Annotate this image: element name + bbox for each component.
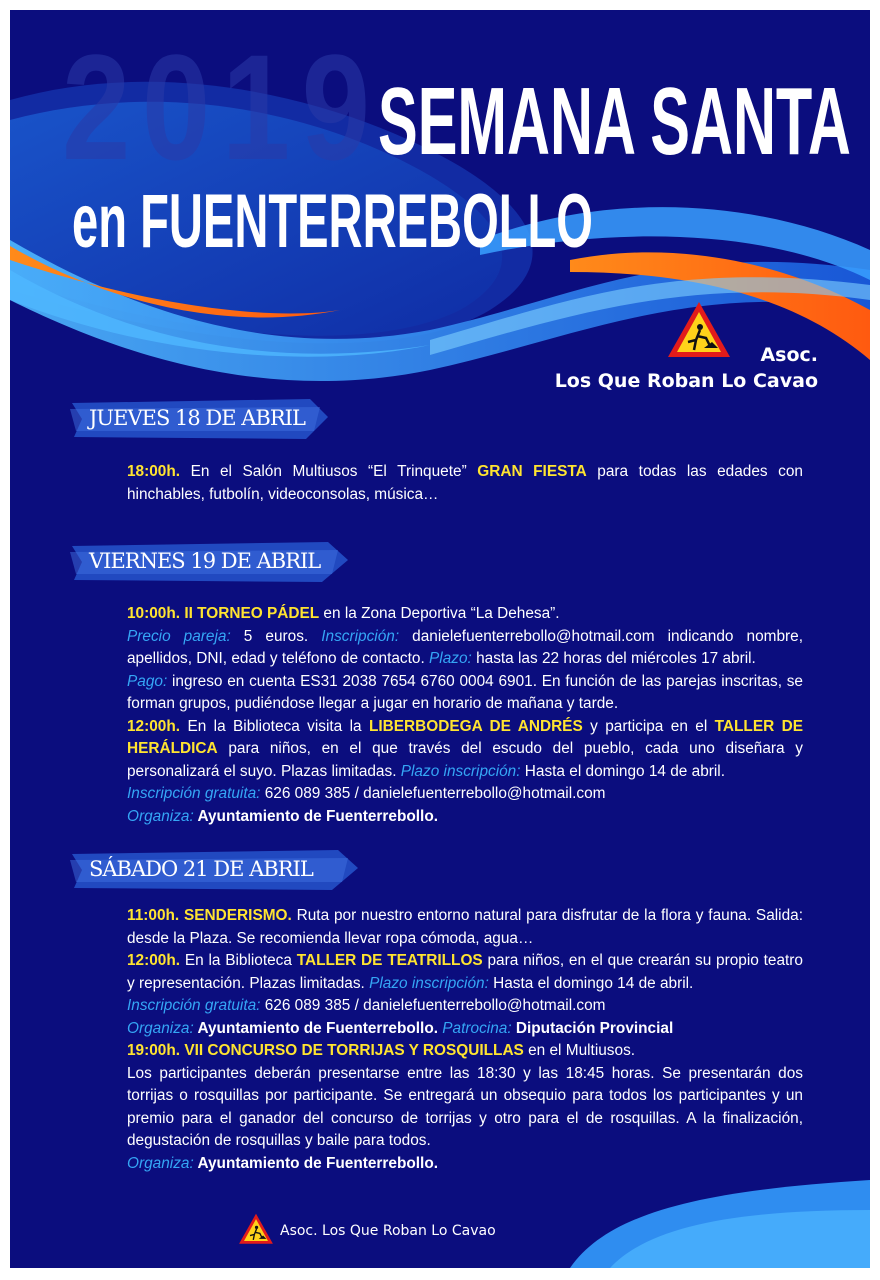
day-label: SÁBADO 21 DE ABRIL bbox=[89, 857, 313, 881]
event-paragraph bbox=[127, 905, 803, 950]
field-label: Organiza: bbox=[127, 1154, 194, 1172]
event-paragraph bbox=[127, 1018, 803, 1041]
poster bbox=[10, 10, 870, 1268]
event-paragraph bbox=[127, 950, 803, 995]
field-label: Patrocina: bbox=[442, 1019, 512, 1037]
event-text: en el Multiusos. bbox=[523, 1042, 636, 1059]
field-label: Inscripción: bbox=[321, 627, 400, 645]
event-paragraph bbox=[127, 1063, 803, 1153]
asoc-label: Asoc. bbox=[760, 344, 818, 366]
field-label: Inscripción gratuita: bbox=[127, 997, 261, 1014]
field-label: Organiza: bbox=[127, 1019, 194, 1037]
event-time: 12:00h. bbox=[127, 717, 181, 735]
warning-sign-icon bbox=[666, 300, 732, 360]
sabado-events bbox=[127, 905, 803, 1175]
event-text: Los participantes deberán presentarse entre las 18:30 y las 18:45 horas. Se presentarán dos torrijas o rosquillas por participante. Se entregará un obsequio para todos los participantes y un premio para el ganador del concurso de torrijas y otro para el de rosquillas. A la finalización, degustación de rosquillas y baile para todos. bbox=[127, 1064, 803, 1149]
event-paragraph bbox=[127, 1040, 803, 1063]
field-value: 626 089 385 / danielefuenterrebollo@hotmail.com bbox=[260, 785, 606, 802]
event-text: En la Biblioteca visita la bbox=[180, 717, 369, 735]
warning-sign-icon bbox=[238, 1212, 274, 1246]
field-value: 5 euros. bbox=[230, 627, 322, 645]
event-paragraph bbox=[127, 671, 803, 716]
event-text: En la Biblioteca bbox=[180, 952, 297, 969]
event-text: En el Salón Multiusos “El Trinquete” bbox=[180, 463, 478, 480]
field-value: Hasta el domingo 14 de abril. bbox=[488, 974, 694, 992]
field-value: Ayuntamiento de Fuenterrebollo. bbox=[193, 807, 439, 825]
event-paragraph bbox=[127, 461, 803, 506]
event-time: 18:00h. bbox=[127, 463, 181, 480]
field-label: Precio pareja: bbox=[127, 627, 231, 645]
event-paragraph bbox=[127, 1153, 803, 1176]
event-paragraph bbox=[127, 806, 803, 829]
field-value: danielefuenterrebollo@hotmail.com indicando nombre, apellidos, DNI, edad y teléfono de contacto. bbox=[127, 627, 803, 667]
event-highlight: GRAN FIESTA bbox=[477, 463, 587, 480]
field-value: Diputación Provincial bbox=[511, 1019, 674, 1037]
day-label: VIERNES 19 DE ABRIL bbox=[89, 549, 321, 573]
event-text: para todas las edades con hinchables, futbolín, videoconsolas, música… bbox=[127, 463, 803, 503]
field-value: Ayuntamiento de Fuenterrebollo. bbox=[193, 1019, 443, 1037]
footer-text: Asoc. Los Que Roban Lo Cavao bbox=[280, 1223, 496, 1239]
event-paragraph bbox=[127, 995, 803, 1018]
field-label: Pago: bbox=[127, 672, 168, 690]
viernes-events bbox=[127, 603, 803, 828]
title-fuenterrebollo: en FUENTERREBOLLO bbox=[72, 179, 593, 264]
event-text: Ruta por nuestro entorno natural para disfrutar de la flora y fauna. Salida: desde la Plaza. Se recomienda llevar ropa cómoda, agua… bbox=[127, 907, 803, 947]
event-text: para niños, en el que crearán su propio teatro y representación. Plazas limitadas. bbox=[127, 952, 803, 992]
event-highlight: TALLER DE TEATRILLOS bbox=[296, 952, 483, 969]
year-watermark: 2019 bbox=[62, 23, 382, 191]
field-value: hasta las 22 horas del miércoles 17 abril. bbox=[471, 650, 756, 667]
event-highlight: LIBERBODEGA DE ANDRÉS bbox=[368, 717, 583, 735]
field-label: Plazo: bbox=[429, 650, 472, 667]
day-label: JUEVES 18 DE ABRIL bbox=[89, 406, 305, 430]
field-value: Ayuntamiento de Fuenterrebollo. bbox=[193, 1154, 439, 1172]
field-label: Plazo inscripción: bbox=[369, 974, 489, 992]
event-text: en la Zona Deportiva “La Dehesa”. bbox=[319, 605, 560, 622]
event-title: 11:00h. SENDERISMO. bbox=[127, 907, 292, 924]
field-label: Organiza: bbox=[127, 807, 194, 825]
event-title: 10:00h. II TORNEO PÁDEL bbox=[127, 605, 320, 622]
event-paragraph bbox=[127, 716, 803, 784]
field-value: 626 089 385 / danielefuenterrebollo@hotmail.com bbox=[260, 997, 606, 1014]
event-title: 19:00h. VII CONCURSO DE TORRIJAS Y ROSQUILLAS bbox=[127, 1042, 524, 1059]
event-highlight: TALLER DE HERÁLDICA bbox=[127, 717, 803, 757]
field-value: Hasta el domingo 14 de abril. bbox=[520, 762, 725, 780]
jueves-events bbox=[127, 461, 803, 506]
title-semana-santa: SEMANA SANTA bbox=[378, 68, 851, 175]
field-label: Plazo inscripción: bbox=[400, 762, 521, 780]
event-text: y participa en el bbox=[582, 717, 715, 735]
event-paragraph bbox=[127, 783, 803, 806]
event-paragraph bbox=[127, 626, 803, 671]
field-value: ingreso en cuenta ES31 2038 7654 6760 0004 6901. En función de las parejas inscritas, se forman grupos, pudiéndose llegar a jugar en horario de mañana y tarde. bbox=[127, 672, 803, 712]
event-text: para niños, en el que través del escudo del pueblo, cada uno diseñara y personalizará el suyo. Plazas limitadas. bbox=[127, 740, 803, 780]
event-time: 12:00h. bbox=[127, 952, 181, 969]
asoc-name: Los Que Roban Lo Cavao bbox=[554, 370, 818, 392]
field-label: Inscripción gratuita: bbox=[127, 785, 261, 802]
event-paragraph bbox=[127, 603, 803, 626]
